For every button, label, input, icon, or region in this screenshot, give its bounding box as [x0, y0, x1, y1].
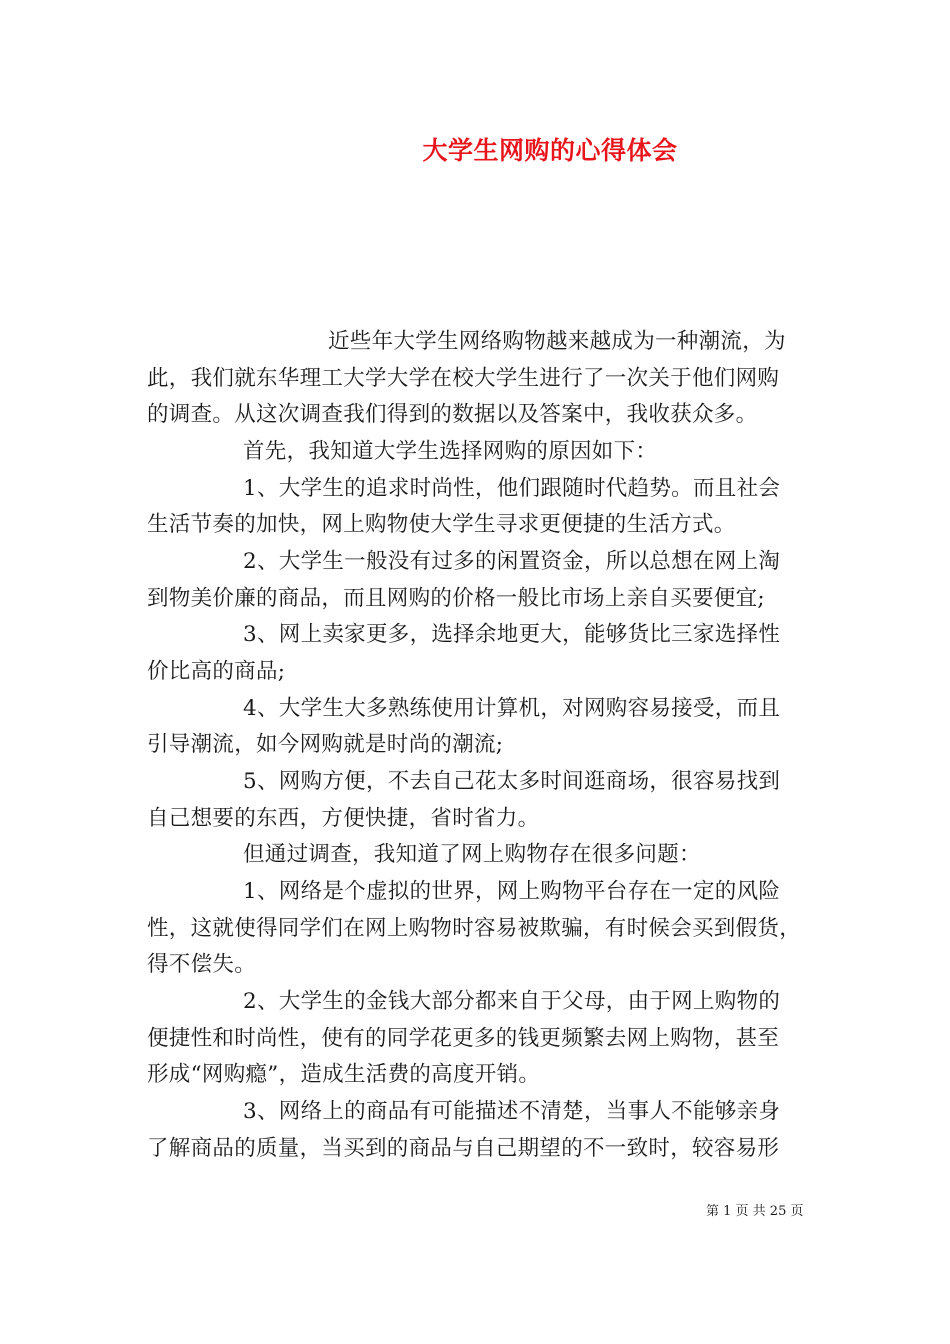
- text-line: 得不偿失。: [147, 952, 257, 977]
- text-line: 2、大学生一般没有过多的闲置资金，所以总想在网上淘: [243, 549, 781, 574]
- text-line: 到物美价廉的商品，而且网购的价格一般比市场上亲自买要便宜;: [147, 586, 765, 611]
- text-line: 1、网络是个虚拟的世界，网上购物平台存在一定的风险: [243, 879, 781, 904]
- text-line: 此，我们就东华理工大学大学在校大学生进行了一次关于他们网购: [147, 366, 780, 391]
- text-line: 的调查。从这次调查我们得到的数据以及答案中，我收获众多。: [147, 402, 758, 427]
- text-line: 价比高的商品;: [147, 659, 286, 684]
- text-line: 了解商品的质量，当买到的商品与自己期望的不一致时，较容易形: [147, 1136, 780, 1161]
- text-line: 形成“网购瘾”，造成生活费的高度开销。: [147, 1062, 541, 1087]
- text-line: 首先，我知道大学生选择网购的原因如下：: [243, 439, 658, 464]
- text-line: 2、大学生的金钱大部分都来自于父母，由于网上购物的: [243, 989, 781, 1014]
- text-line: 便捷性和时尚性，使有的同学花更多的钱更频繁去网上购物，甚至: [147, 1026, 780, 1051]
- text-line: 自己想要的东西，方便快捷，省时省力。: [147, 806, 540, 831]
- text-line: 4、大学生大多熟练使用计算机，对网购容易接受，而且: [243, 696, 781, 721]
- text-line: 生活节奏的加快，网上购物使大学生寻求更便捷的生活方式。: [147, 512, 736, 537]
- text-line: 近些年大学生网络购物越来越成为一种潮流，为: [328, 329, 786, 354]
- text-line: 5、网购方便，不去自己花太多时间逛商场，很容易找到: [243, 769, 781, 794]
- text-line: 引导潮流，如今网购就是时尚的潮流;: [147, 732, 504, 757]
- page-title: 大学生网购的心得体会: [422, 136, 678, 165]
- text-line: 1、大学生的追求时尚性，他们跟随时代趋势。而且社会: [243, 476, 781, 501]
- text-line: 性，这就使得同学们在网上购物时容易被欺骗，有时候会买到假货，: [147, 916, 802, 941]
- page-footer: 第 1 页 共 25 页: [706, 1204, 804, 1219]
- text-line: 但通过调查，我知道了网上购物存在很多问题：: [243, 842, 701, 867]
- text-line: 3、网络上的商品有可能描述不清楚，当事人不能够亲身: [243, 1099, 781, 1124]
- text-line: 3、网上卖家更多，选择余地更大，能够货比三家选择性: [243, 622, 781, 647]
